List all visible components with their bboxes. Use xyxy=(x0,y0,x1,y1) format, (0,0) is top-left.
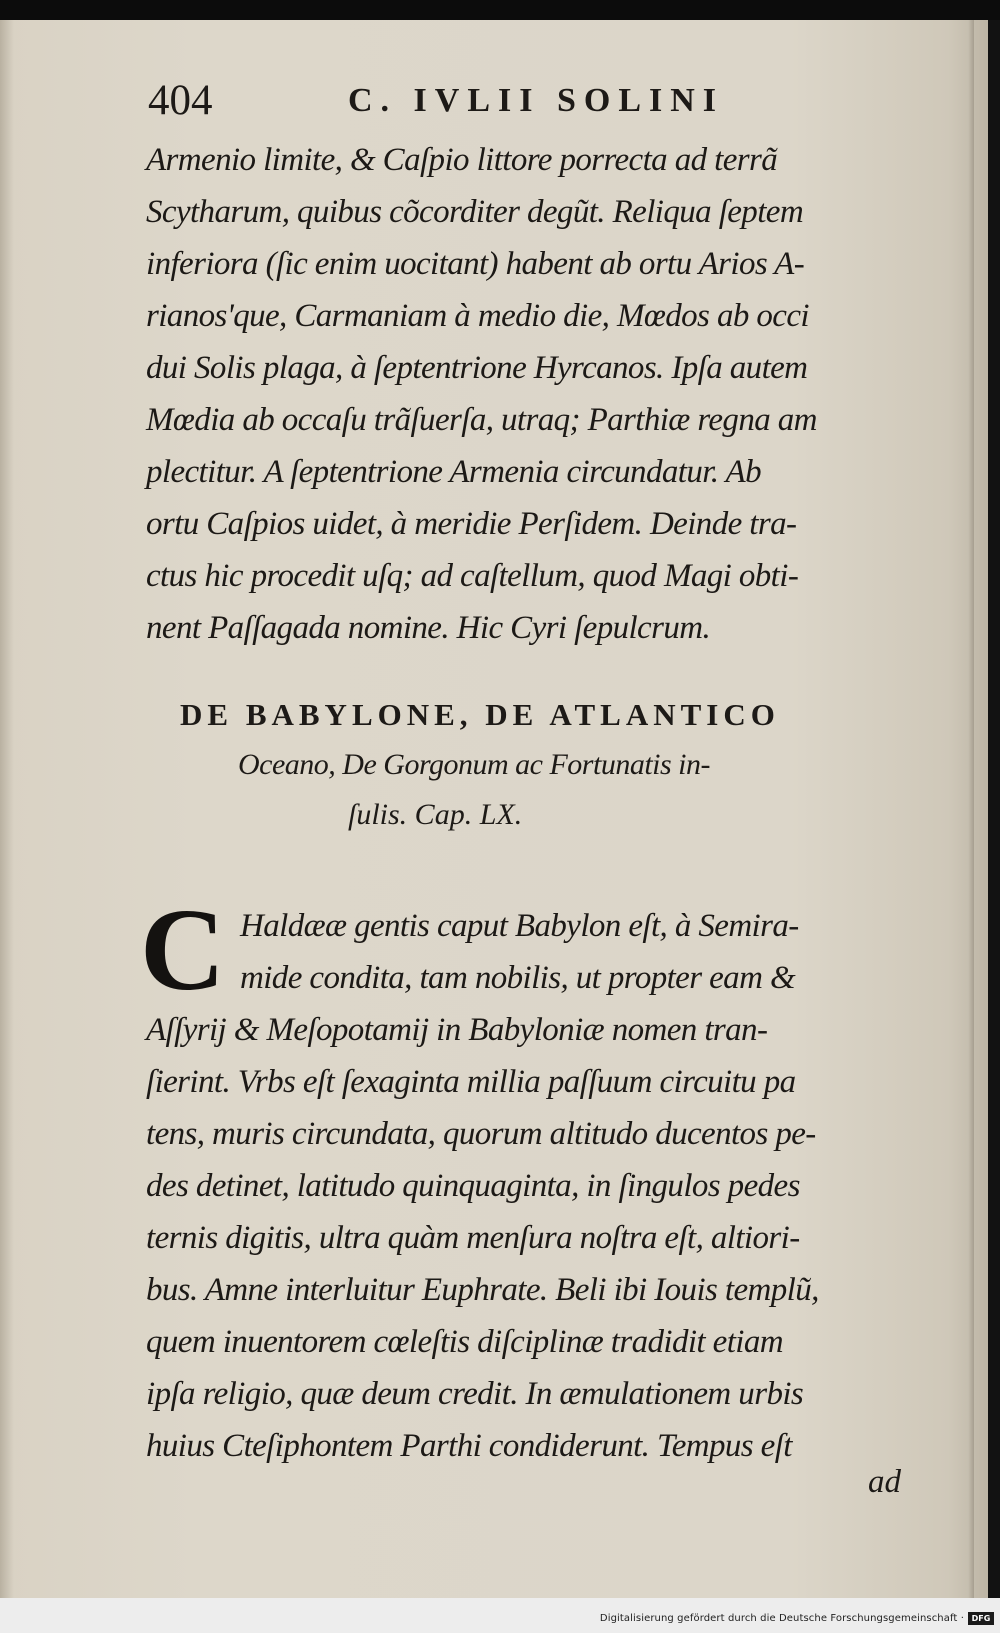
scan-top-border xyxy=(0,0,1000,20)
text-line: rianos'que, Carmaniam à medio die, Mœdos ab occi xyxy=(146,298,809,334)
dfg-logo-icon: DFG xyxy=(968,1612,994,1625)
chapter-heading-subtitle: Oceano, De Gorgonum ac Fortunatis in- xyxy=(238,748,710,781)
text-line: Aſſyrij & Meſopotamij in Babyloniæ nomen tran- xyxy=(146,1012,768,1048)
text-line: Armenio limite, & Caſpio littore porrecta ad terrã xyxy=(146,142,778,178)
running-head: C. IVLII SOLINI xyxy=(348,82,725,119)
text-line: plectitur. A ſeptentrione Armenia circundatur. Ab xyxy=(146,454,761,490)
text-line: ipſa religio, quæ deum credit. In æmulationem urbis xyxy=(146,1376,804,1412)
text-line: ſierint. Vrbs eſt ſexaginta millia paſſuum circuitu pa xyxy=(146,1064,796,1100)
text-line: inferiora (ſic enim uocitant) habent ab ortu Arios A- xyxy=(146,246,805,282)
text-line: quem inuentorem cœleſtis diſciplinæ tradidit etiam xyxy=(146,1324,783,1360)
paragraph-1 xyxy=(146,134,906,654)
text-line: ortu Caſpios uidet, à meridie Perſidem. Deinde tra- xyxy=(146,506,797,542)
paragraph-2 xyxy=(146,1004,906,1472)
text-line: nent Paſſagada nomine. Hic Cyri ſepulcrum. xyxy=(146,610,711,646)
text-line: Scytharum, quibus cõcorditer degũt. Reliqua ſeptem xyxy=(146,194,804,230)
page-edge xyxy=(968,20,974,1598)
text-line: bus. Amne interluitur Euphrate. Beli ibi Iouis templũ, xyxy=(146,1272,819,1308)
catchword: ad xyxy=(868,1464,901,1500)
text-line: ctus hic procedit uſq; ad caſtellum, quod Magi obti- xyxy=(146,558,799,594)
text-line: Mœdia ab occaſu trãſuerſa, utraq; Parthiæ regna am xyxy=(146,402,817,438)
drop-cap: C xyxy=(140,884,226,1015)
gutter-shadow xyxy=(0,20,14,1598)
text-line: tens, muris circundata, quorum altitudo ducentos pe- xyxy=(146,1116,816,1152)
page-header xyxy=(148,76,908,126)
chapter-heading-number: ſulis. Cap. LX. xyxy=(348,798,523,831)
footer-credit: Digitalisierung gefördert durch die Deutsche Forschungsgemeinschaft · xyxy=(599,1613,964,1624)
page-number: 404 xyxy=(148,77,213,124)
chapter-heading-title: DE BABYLONE, DE ATLANTICO xyxy=(180,697,780,732)
text-line: Haldææ gentis caput Babylon eſt, à Semira- xyxy=(240,908,799,944)
text-line: des detinet, latitudo quinquaginta, in ſingulos pedes xyxy=(146,1168,800,1204)
paragraph-2-indented xyxy=(240,900,910,1004)
text-line: ternis digitis, ultra quàm menſura noſtra eſt, altiori- xyxy=(146,1220,800,1256)
text-line: dui Solis plaga, à ſeptentrione Hyrcanos. Ipſa autem xyxy=(146,350,808,386)
text-line: huius Cteſiphontem Parthi condiderunt. Tempus eſt xyxy=(146,1428,792,1464)
text-line: mide condita, tam nobilis, ut propter eam & xyxy=(240,960,796,996)
